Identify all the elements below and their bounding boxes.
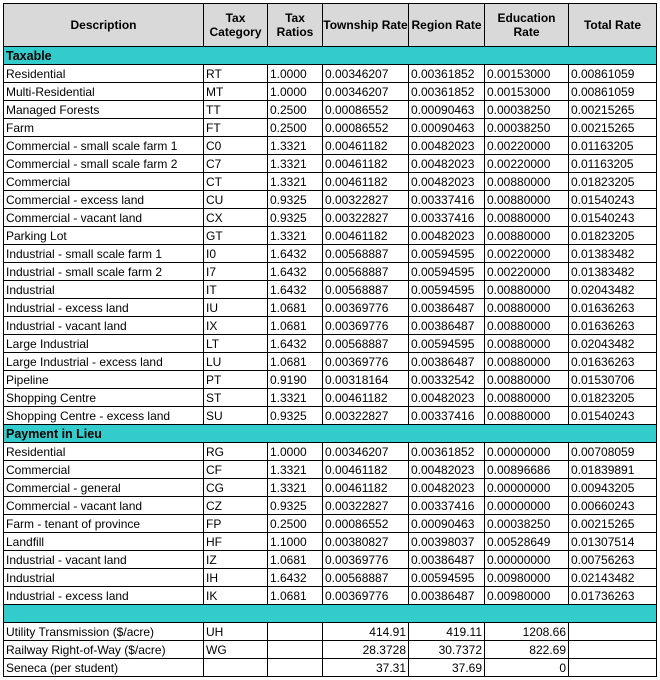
table-row bbox=[4, 65, 657, 83]
cell-region-rate: 0.00386487 bbox=[409, 299, 485, 317]
cell-township-rate: 0.00369776 bbox=[323, 587, 409, 605]
cell-tax-ratio: 1.6432 bbox=[268, 335, 323, 353]
table-row bbox=[4, 191, 657, 209]
cell-description: Industrial - vacant land bbox=[4, 317, 204, 335]
cell-tax-ratio: 1.0000 bbox=[268, 83, 323, 101]
header-tax-category: Tax Category bbox=[204, 4, 268, 47]
cell-total-rate: 0.00861059 bbox=[569, 65, 657, 83]
cell-region-rate: 0.00482023 bbox=[409, 389, 485, 407]
cell-tax-ratio: 0.9190 bbox=[268, 371, 323, 389]
cell-description: Industrial - small scale farm 2 bbox=[4, 263, 204, 281]
cell-township-rate: 0.00086552 bbox=[323, 101, 409, 119]
section-header-row bbox=[4, 425, 657, 443]
cell-tax-ratio bbox=[268, 623, 323, 641]
cell-township-rate: 0.00568887 bbox=[323, 569, 409, 587]
table-row bbox=[4, 173, 657, 191]
cell-township-rate: 0.00568887 bbox=[323, 335, 409, 353]
table-row bbox=[4, 515, 657, 533]
cell-tax-ratio: 1.0000 bbox=[268, 65, 323, 83]
cell-township-rate: 0.00461182 bbox=[323, 173, 409, 191]
cell-tax-category: IZ bbox=[204, 551, 268, 569]
cell-tax-category: CU bbox=[204, 191, 268, 209]
table-row bbox=[4, 317, 657, 335]
table-row bbox=[4, 407, 657, 425]
cell-region-rate: 0.00482023 bbox=[409, 227, 485, 245]
cell-description: Managed Forests bbox=[4, 101, 204, 119]
cell-education-rate: 1208.66 bbox=[485, 623, 569, 641]
section-title: Payment in Lieu bbox=[4, 425, 657, 443]
cell-region-rate: 0.00482023 bbox=[409, 461, 485, 479]
cell-description: Pipeline bbox=[4, 371, 204, 389]
cell-description: Shopping Centre - excess land bbox=[4, 407, 204, 425]
cell-township-rate: 0.00346207 bbox=[323, 65, 409, 83]
cell-region-rate: 0.00386487 bbox=[409, 353, 485, 371]
cell-total-rate: 0.01163205 bbox=[569, 155, 657, 173]
cell-total-rate: 0.01307514 bbox=[569, 533, 657, 551]
cell-tax-ratio: 0.2500 bbox=[268, 119, 323, 137]
cell-tax-ratio bbox=[268, 659, 323, 677]
table-row bbox=[4, 569, 657, 587]
cell-township-rate: 0.00322827 bbox=[323, 191, 409, 209]
cell-tax-category: IT bbox=[204, 281, 268, 299]
cell-township-rate: 0.00461182 bbox=[323, 461, 409, 479]
cell-tax-ratio: 1.3321 bbox=[268, 479, 323, 497]
cell-township-rate: 0.00369776 bbox=[323, 317, 409, 335]
cell-township-rate: 414.91 bbox=[323, 623, 409, 641]
cell-total-rate: 0.01530706 bbox=[569, 371, 657, 389]
cell-township-rate: 0.00086552 bbox=[323, 119, 409, 137]
cell-tax-ratio: 1.6432 bbox=[268, 281, 323, 299]
cell-education-rate: 0.00038250 bbox=[485, 515, 569, 533]
cell-township-rate: 0.00369776 bbox=[323, 299, 409, 317]
cell-education-rate: 0.00880000 bbox=[485, 227, 569, 245]
cell-tax-ratio: 0.9325 bbox=[268, 191, 323, 209]
cell-tax-ratio: 0.9325 bbox=[268, 497, 323, 515]
cell-description: Landfill bbox=[4, 533, 204, 551]
cell-education-rate: 0.00038250 bbox=[485, 119, 569, 137]
cell-education-rate: 0.00528649 bbox=[485, 533, 569, 551]
cell-total-rate: 0.00215265 bbox=[569, 515, 657, 533]
cell-tax-category: C0 bbox=[204, 137, 268, 155]
cell-description: Large Industrial bbox=[4, 335, 204, 353]
cell-description: Industrial - excess land bbox=[4, 587, 204, 605]
cell-description: Utility Transmission ($/acre) bbox=[4, 623, 204, 641]
cell-education-rate: 0.00880000 bbox=[485, 353, 569, 371]
cell-tax-ratio: 1.0681 bbox=[268, 353, 323, 371]
cell-township-rate: 0.00346207 bbox=[323, 83, 409, 101]
cell-education-rate: 0.00153000 bbox=[485, 65, 569, 83]
cell-education-rate: 0.00880000 bbox=[485, 317, 569, 335]
cell-region-rate: 0.00337416 bbox=[409, 407, 485, 425]
cell-description: Industrial bbox=[4, 569, 204, 587]
cell-tax-category: IK bbox=[204, 587, 268, 605]
cell-region-rate: 0.00337416 bbox=[409, 191, 485, 209]
cell-region-rate: 0.00090463 bbox=[409, 101, 485, 119]
cell-tax-category: PT bbox=[204, 371, 268, 389]
cell-total-rate: 0.02143482 bbox=[569, 569, 657, 587]
table-row bbox=[4, 245, 657, 263]
cell-region-rate: 0.00482023 bbox=[409, 137, 485, 155]
cell-description: Farm bbox=[4, 119, 204, 137]
cell-tax-category: I0 bbox=[204, 245, 268, 263]
cell-tax-category: RG bbox=[204, 443, 268, 461]
cell-tax-ratio: 1.6432 bbox=[268, 569, 323, 587]
cell-tax-ratio: 1.1000 bbox=[268, 533, 323, 551]
cell-region-rate: 0.00482023 bbox=[409, 155, 485, 173]
table-row bbox=[4, 479, 657, 497]
cell-total-rate: 0.01636263 bbox=[569, 317, 657, 335]
table-row bbox=[4, 497, 657, 515]
cell-description: Residential bbox=[4, 65, 204, 83]
cell-description: Residential bbox=[4, 443, 204, 461]
cell-tax-category: GT bbox=[204, 227, 268, 245]
table-row bbox=[4, 659, 657, 677]
cell-total-rate: 0.01839891 bbox=[569, 461, 657, 479]
cell-region-rate: 0.00337416 bbox=[409, 209, 485, 227]
cell-total-rate: 0.01823205 bbox=[569, 173, 657, 191]
cell-tax-category: IX bbox=[204, 317, 268, 335]
cell-description: Commercial bbox=[4, 461, 204, 479]
cell-tax-category: RT bbox=[204, 65, 268, 83]
cell-total-rate: 0.01383482 bbox=[569, 263, 657, 281]
section-header-row bbox=[4, 47, 657, 65]
table-row bbox=[4, 101, 657, 119]
cell-region-rate: 0.00332542 bbox=[409, 371, 485, 389]
cell-township-rate: 0.00086552 bbox=[323, 515, 409, 533]
cell-region-rate: 0.00386487 bbox=[409, 317, 485, 335]
cell-tax-ratio: 1.3321 bbox=[268, 389, 323, 407]
cell-township-rate: 37.31 bbox=[323, 659, 409, 677]
cell-region-rate: 0.00594595 bbox=[409, 263, 485, 281]
cell-total-rate bbox=[569, 659, 657, 677]
cell-tax-ratio: 1.3321 bbox=[268, 461, 323, 479]
cell-total-rate: 0.01823205 bbox=[569, 227, 657, 245]
cell-tax-ratio: 1.0000 bbox=[268, 443, 323, 461]
cell-tax-category: UH bbox=[204, 623, 268, 641]
table-row bbox=[4, 641, 657, 659]
table-row bbox=[4, 533, 657, 551]
cell-tax-category: FT bbox=[204, 119, 268, 137]
cell-education-rate: 822.69 bbox=[485, 641, 569, 659]
cell-tax-category: CT bbox=[204, 173, 268, 191]
cell-region-rate: 30.7372 bbox=[409, 641, 485, 659]
cell-region-rate: 0.00594595 bbox=[409, 569, 485, 587]
section-title: Taxable bbox=[4, 47, 657, 65]
cell-total-rate: 0.01163205 bbox=[569, 137, 657, 155]
cell-tax-category: CZ bbox=[204, 497, 268, 515]
cell-education-rate: 0.00153000 bbox=[485, 83, 569, 101]
cell-total-rate: 0.02043482 bbox=[569, 335, 657, 353]
table-row bbox=[4, 461, 657, 479]
table-row bbox=[4, 389, 657, 407]
cell-tax-ratio: 1.0681 bbox=[268, 317, 323, 335]
cell-region-rate: 0.00337416 bbox=[409, 497, 485, 515]
cell-tax-ratio: 0.2500 bbox=[268, 515, 323, 533]
cell-tax-category: CF bbox=[204, 461, 268, 479]
table-row bbox=[4, 371, 657, 389]
cell-total-rate: 0.01736263 bbox=[569, 587, 657, 605]
cell-education-rate: 0.00000000 bbox=[485, 551, 569, 569]
cell-description: Commercial bbox=[4, 173, 204, 191]
cell-description: Industrial - excess land bbox=[4, 299, 204, 317]
table-row bbox=[4, 227, 657, 245]
cell-education-rate: 0.00880000 bbox=[485, 335, 569, 353]
cell-region-rate: 0.00482023 bbox=[409, 173, 485, 191]
cell-total-rate: 0.01636263 bbox=[569, 353, 657, 371]
cell-tax-category bbox=[204, 659, 268, 677]
table-body bbox=[4, 47, 657, 677]
cell-township-rate: 0.00322827 bbox=[323, 407, 409, 425]
cell-education-rate: 0.00220000 bbox=[485, 263, 569, 281]
table-row bbox=[4, 209, 657, 227]
cell-education-rate: 0.00000000 bbox=[485, 443, 569, 461]
cell-tax-ratio: 1.3321 bbox=[268, 173, 323, 191]
cell-education-rate: 0.00880000 bbox=[485, 371, 569, 389]
header-education-rate: Education Rate bbox=[485, 4, 569, 47]
cell-tax-category: ST bbox=[204, 389, 268, 407]
cell-township-rate: 0.00346207 bbox=[323, 443, 409, 461]
cell-description: Farm - tenant of province bbox=[4, 515, 204, 533]
cell-region-rate: 0.00398037 bbox=[409, 533, 485, 551]
cell-township-rate: 0.00322827 bbox=[323, 209, 409, 227]
cell-education-rate: 0 bbox=[485, 659, 569, 677]
cell-tax-ratio: 1.3321 bbox=[268, 137, 323, 155]
cell-description: Industrial bbox=[4, 281, 204, 299]
cell-description: Railway Right-of-Way ($/acre) bbox=[4, 641, 204, 659]
cell-total-rate: 0.00215265 bbox=[569, 119, 657, 137]
cell-description: Seneca (per student) bbox=[4, 659, 204, 677]
table-row bbox=[4, 281, 657, 299]
cell-region-rate: 0.00090463 bbox=[409, 515, 485, 533]
cell-tax-category: LU bbox=[204, 353, 268, 371]
cell-region-rate: 0.00482023 bbox=[409, 479, 485, 497]
cell-description: Shopping Centre bbox=[4, 389, 204, 407]
cell-education-rate: 0.00038250 bbox=[485, 101, 569, 119]
cell-education-rate: 0.00980000 bbox=[485, 587, 569, 605]
cell-township-rate: 0.00369776 bbox=[323, 353, 409, 371]
cell-township-rate: 0.00568887 bbox=[323, 263, 409, 281]
cell-tax-category: HF bbox=[204, 533, 268, 551]
cell-tax-ratio: 0.2500 bbox=[268, 101, 323, 119]
cell-total-rate: 0.01383482 bbox=[569, 245, 657, 263]
cell-description: Large Industrial - excess land bbox=[4, 353, 204, 371]
cell-township-rate: 0.00461182 bbox=[323, 155, 409, 173]
cell-region-rate: 37.69 bbox=[409, 659, 485, 677]
cell-total-rate: 0.02043482 bbox=[569, 281, 657, 299]
cell-education-rate: 0.00880000 bbox=[485, 191, 569, 209]
cell-education-rate: 0.00880000 bbox=[485, 407, 569, 425]
table-row bbox=[4, 587, 657, 605]
table-row bbox=[4, 299, 657, 317]
cell-tax-ratio: 0.9325 bbox=[268, 209, 323, 227]
separator-band bbox=[4, 605, 657, 623]
cell-region-rate: 0.00386487 bbox=[409, 587, 485, 605]
cell-total-rate: 0.01540243 bbox=[569, 191, 657, 209]
header-total-rate: Total Rate bbox=[569, 4, 657, 47]
cell-region-rate: 0.00594595 bbox=[409, 245, 485, 263]
cell-description: Commercial - small scale farm 1 bbox=[4, 137, 204, 155]
cell-education-rate: 0.00220000 bbox=[485, 245, 569, 263]
cell-education-rate: 0.00220000 bbox=[485, 155, 569, 173]
table-row bbox=[4, 443, 657, 461]
tax-rate-table bbox=[3, 3, 657, 677]
table-row bbox=[4, 155, 657, 173]
cell-region-rate: 0.00386487 bbox=[409, 551, 485, 569]
cell-education-rate: 0.00880000 bbox=[485, 299, 569, 317]
cell-tax-category: C7 bbox=[204, 155, 268, 173]
table-row bbox=[4, 335, 657, 353]
cell-township-rate: 0.00568887 bbox=[323, 245, 409, 263]
cell-education-rate: 0.00880000 bbox=[485, 389, 569, 407]
cell-total-rate: 0.01636263 bbox=[569, 299, 657, 317]
cell-township-rate: 0.00461182 bbox=[323, 137, 409, 155]
cell-tax-ratio: 1.0681 bbox=[268, 299, 323, 317]
cell-total-rate: 0.01823205 bbox=[569, 389, 657, 407]
cell-education-rate: 0.00000000 bbox=[485, 497, 569, 515]
cell-education-rate: 0.00220000 bbox=[485, 137, 569, 155]
cell-township-rate: 0.00461182 bbox=[323, 479, 409, 497]
cell-region-rate: 0.00361852 bbox=[409, 83, 485, 101]
table-row bbox=[4, 623, 657, 641]
cell-tax-category: FP bbox=[204, 515, 268, 533]
cell-description: Commercial - excess land bbox=[4, 191, 204, 209]
cell-education-rate: 0.00880000 bbox=[485, 281, 569, 299]
cell-description: Commercial - general bbox=[4, 479, 204, 497]
cell-education-rate: 0.00000000 bbox=[485, 479, 569, 497]
cell-region-rate: 0.00594595 bbox=[409, 281, 485, 299]
cell-township-rate: 0.00568887 bbox=[323, 281, 409, 299]
cell-total-rate: 0.00861059 bbox=[569, 83, 657, 101]
cell-total-rate: 0.00708059 bbox=[569, 443, 657, 461]
cell-description: Multi-Residential bbox=[4, 83, 204, 101]
cell-tax-category: SU bbox=[204, 407, 268, 425]
cell-description: Commercial - vacant land bbox=[4, 209, 204, 227]
cell-tax-category: CG bbox=[204, 479, 268, 497]
cell-township-rate: 0.00318164 bbox=[323, 371, 409, 389]
cell-education-rate: 0.00880000 bbox=[485, 173, 569, 191]
cell-township-rate: 28.3728 bbox=[323, 641, 409, 659]
cell-region-rate: 0.00361852 bbox=[409, 65, 485, 83]
header-tax-ratios: Tax Ratios bbox=[268, 4, 323, 47]
cell-description: Industrial - small scale farm 1 bbox=[4, 245, 204, 263]
cell-region-rate: 0.00361852 bbox=[409, 443, 485, 461]
cell-tax-category: LT bbox=[204, 335, 268, 353]
cell-tax-ratio bbox=[268, 641, 323, 659]
cell-total-rate: 0.01540243 bbox=[569, 209, 657, 227]
cell-total-rate: 0.00756263 bbox=[569, 551, 657, 569]
table-row bbox=[4, 353, 657, 371]
cell-township-rate: 0.00461182 bbox=[323, 227, 409, 245]
table-row bbox=[4, 551, 657, 569]
cell-education-rate: 0.00980000 bbox=[485, 569, 569, 587]
cell-tax-category: IH bbox=[204, 569, 268, 587]
cell-education-rate: 0.00896686 bbox=[485, 461, 569, 479]
cell-total-rate bbox=[569, 641, 657, 659]
cell-tax-ratio: 1.0681 bbox=[268, 551, 323, 569]
cell-total-rate: 0.01540243 bbox=[569, 407, 657, 425]
cell-total-rate: 0.00660243 bbox=[569, 497, 657, 515]
table-row bbox=[4, 263, 657, 281]
cell-tax-category: TT bbox=[204, 101, 268, 119]
cell-region-rate: 419.11 bbox=[409, 623, 485, 641]
cell-township-rate: 0.00369776 bbox=[323, 551, 409, 569]
cell-total-rate: 0.00943205 bbox=[569, 479, 657, 497]
cell-description: Commercial - vacant land bbox=[4, 497, 204, 515]
cell-tax-ratio: 0.9325 bbox=[268, 407, 323, 425]
cell-tax-category: WG bbox=[204, 641, 268, 659]
cell-tax-ratio: 1.3321 bbox=[268, 227, 323, 245]
cell-region-rate: 0.00594595 bbox=[409, 335, 485, 353]
cell-total-rate: 0.00215265 bbox=[569, 101, 657, 119]
cell-township-rate: 0.00380827 bbox=[323, 533, 409, 551]
cell-description: Industrial - vacant land bbox=[4, 551, 204, 569]
cell-description: Commercial - small scale farm 2 bbox=[4, 155, 204, 173]
table-row bbox=[4, 137, 657, 155]
cell-tax-category: MT bbox=[204, 83, 268, 101]
header-township-rate: Township Rate bbox=[323, 4, 409, 47]
header-description: Description bbox=[4, 4, 204, 47]
cell-township-rate: 0.00461182 bbox=[323, 389, 409, 407]
table-row bbox=[4, 83, 657, 101]
cell-tax-ratio: 1.6432 bbox=[268, 263, 323, 281]
cell-total-rate bbox=[569, 623, 657, 641]
cell-description: Parking Lot bbox=[4, 227, 204, 245]
cell-education-rate: 0.00880000 bbox=[485, 209, 569, 227]
cell-tax-ratio: 1.6432 bbox=[268, 245, 323, 263]
section-separator bbox=[4, 605, 657, 623]
table-header bbox=[4, 4, 657, 47]
cell-region-rate: 0.00090463 bbox=[409, 119, 485, 137]
cell-tax-category: IU bbox=[204, 299, 268, 317]
cell-tax-ratio: 1.3321 bbox=[268, 155, 323, 173]
cell-tax-ratio: 1.0681 bbox=[268, 587, 323, 605]
cell-township-rate: 0.00322827 bbox=[323, 497, 409, 515]
header-region-rate: Region Rate bbox=[409, 4, 485, 47]
table-row bbox=[4, 119, 657, 137]
cell-tax-category: CX bbox=[204, 209, 268, 227]
cell-tax-category: I7 bbox=[204, 263, 268, 281]
